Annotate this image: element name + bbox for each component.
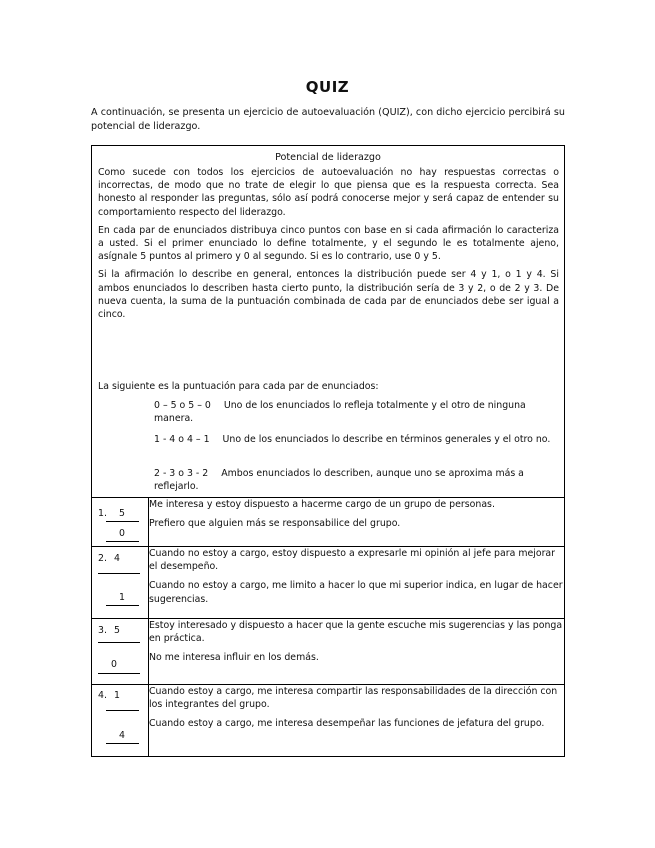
score-a-value[interactable]: 4 (114, 553, 120, 564)
statement-b: Prefiero que alguien más se responsabilice del grupo. (149, 518, 401, 530)
statement-pair-row (92, 685, 565, 757)
scale-row (154, 467, 560, 493)
statement-pair-row (92, 619, 565, 685)
score-a-value[interactable]: 5 (119, 508, 125, 519)
item-number: 4. (98, 690, 107, 701)
score-a-value[interactable]: 5 (114, 625, 120, 636)
score-b-line (106, 541, 139, 542)
score-b-value[interactable]: 4 (119, 730, 125, 741)
statements-cell (149, 685, 565, 757)
item-number: 3. (98, 625, 107, 636)
instructions-paragraph: Si la afirmación lo describe en general, entonces la distribución puede ser 4 y 1, o 1 y 4. Si ambos enunciados lo describen hasta cierto punto, la distribución sería de 3 y 2, o de 2 y 3. De nueva cuenta, la suma de la puntuación combinada de cada par de enunciados debe ser igual a cinco. (98, 269, 559, 321)
statement-b: Cuando no estoy a cargo, me limito a hacer lo que mi superior indica, en lugar de hacer sugerencias. (149, 580, 563, 605)
item-number: 1. (98, 508, 107, 519)
scale-row (154, 433, 560, 446)
statement-b: Cuando estoy a cargo, me interesa desempeñar las funciones de jefatura del grupo. (149, 718, 545, 730)
score-a-line (106, 710, 139, 711)
statement-pair-row (92, 498, 565, 547)
scale-code: 0 – 5 o 5 – 0 (154, 400, 211, 411)
page-title: QUIZ (305, 78, 350, 96)
intro-text: A continuación, se presenta un ejercicio de autoevaluación (QUIZ), con dicho ejercicio percibirá su potencial de liderazgo. (91, 107, 565, 132)
scale-text: Uno de los enunciados lo describe en términos generales y el otro no. (222, 434, 551, 445)
statements-cell (149, 547, 565, 619)
score-b-value[interactable]: 0 (119, 528, 125, 539)
score-cell (92, 685, 149, 757)
score-b-line (106, 743, 139, 744)
score-b-value[interactable]: 0 (111, 659, 117, 670)
score-b-value[interactable]: 1 (119, 592, 125, 603)
score-b-line (98, 673, 140, 674)
statements-cell (149, 619, 565, 685)
instructions-paragraph: En cada par de enunciados distribuya cinco puntos con base en si cada afirmación lo caracteriza a usted. Si el primer enunciado lo define totalmente, y el segundo le es totalmente ajeno, asígnale 5 puntos al primero y 0 al segundo. Si es lo contrario, use 0 y 5. (98, 224, 559, 263)
score-cell (92, 547, 149, 619)
statement-a: Cuando no estoy a cargo, estoy dispuesto a expresarle mi opinión al jefe para mejorar el desempeño. (149, 548, 556, 573)
scale-intro: La siguiente es la puntuación para cada par de enunciados: (98, 381, 379, 392)
instructions-box (91, 145, 565, 498)
scale-code: 2 - 3 o 3 - 2 (154, 468, 209, 479)
score-a-line (98, 573, 140, 574)
box-heading: Potencial de liderazgo (275, 152, 381, 163)
score-a-value[interactable]: 1 (114, 690, 120, 701)
scale-row (154, 399, 560, 425)
scale-code: 1 - 4 o 4 – 1 (154, 434, 210, 445)
statement-a: Cuando estoy a cargo, me interesa compartir las responsabilidades de la dirección con los integrantes del grupo. (149, 686, 558, 711)
score-a-line (98, 642, 140, 643)
score-a-line (106, 521, 139, 522)
statement-a: Estoy interesado y dispuesto a hacer que la gente escuche mis sugerencias y las ponga en práctica. (149, 620, 563, 645)
statements-cell (149, 498, 565, 547)
statement-a: Me interesa y estoy dispuesto a hacerme cargo de un grupo de personas. (149, 499, 495, 510)
statement-pair-row (92, 547, 565, 619)
instructions-paragraph: Como sucede con todos los ejercicios de autoevaluación no hay respuestas correctas o incorrectas, de modo que no trate de elegir lo que piensa que es la respuesta correcta. Sea honesto al responder las preguntas, sólo así podrá conocerse mejor y será capaz de entender su comportamiento respecto del liderazgo. (98, 167, 559, 218)
statements-table (91, 497, 565, 757)
scale-text: Uno de los enunciados lo refleja totalmente y el otro de ninguna manera. (154, 400, 526, 425)
score-b-line (106, 605, 139, 606)
statement-b: No me interesa influir en los demás. (149, 652, 319, 664)
scale-text: Ambos enunciados lo describen, aunque uno se aproxima más a reflejarlo. (154, 468, 524, 493)
item-number: 2. (98, 553, 107, 564)
score-cell (92, 619, 149, 685)
score-cell (92, 498, 149, 547)
